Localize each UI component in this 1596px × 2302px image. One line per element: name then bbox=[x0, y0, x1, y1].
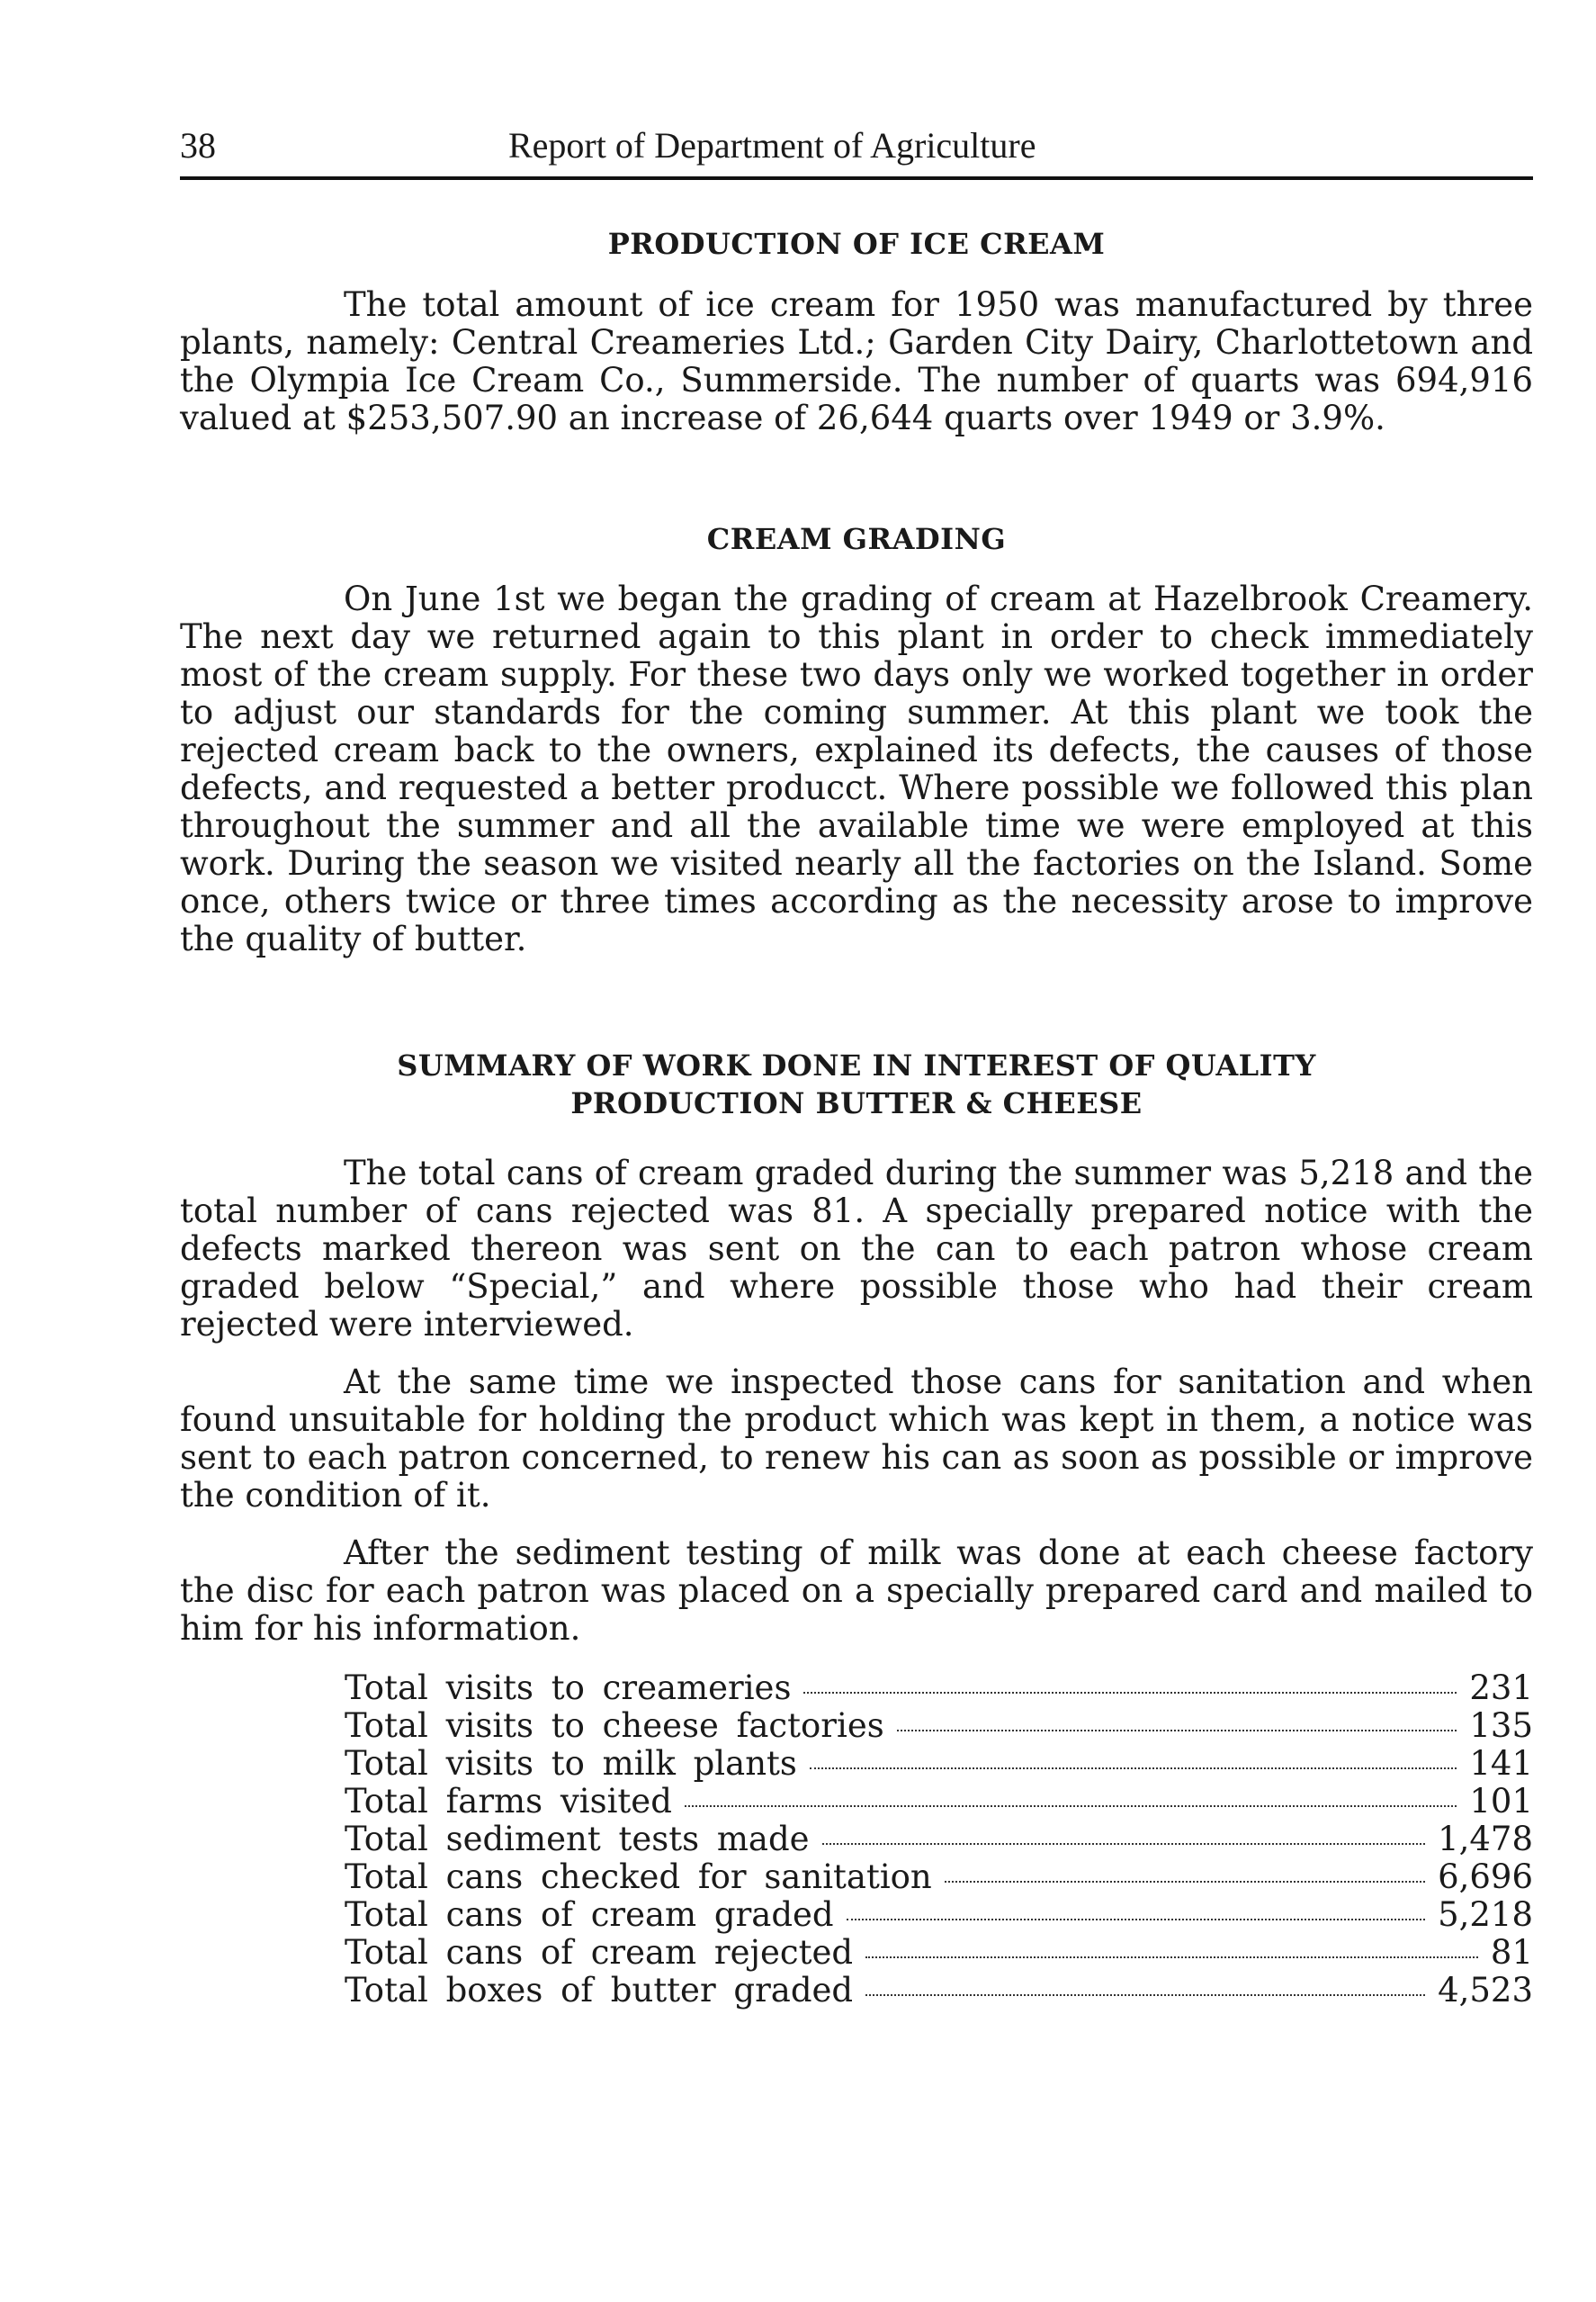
totals-row bbox=[345, 1821, 1533, 1858]
totals-row bbox=[345, 1669, 1533, 1707]
totals-label: Total farms visited bbox=[345, 1782, 672, 1821]
running-title: Report of Department of Agriculture bbox=[508, 125, 1036, 166]
totals-label: Total cans checked for sanitation bbox=[345, 1857, 932, 1896]
totals-row bbox=[345, 1972, 1533, 2010]
section-heading-summary-line1: SUMMARY OF WORK DONE IN INTEREST OF QUALITY bbox=[397, 1048, 1316, 1083]
section-heading-summary-line2: PRODUCTION BUTTER & CHEESE bbox=[570, 1086, 1143, 1120]
dot-leader bbox=[822, 1843, 1426, 1845]
section-heading-ice-cream: PRODUCTION OF ICE CREAM bbox=[607, 227, 1106, 261]
paragraph-summary-2: At the same time we inspected those cans for sanitation and when found unsuitable for holding the product which was kept in them, a notice was sent to each patron concerned, to renew his can as soon as possible or improve the condition of it. bbox=[180, 1362, 1533, 1515]
totals-row bbox=[345, 1896, 1533, 1934]
totals-row bbox=[345, 1858, 1533, 1896]
totals-label: Total visits to cheese factories bbox=[345, 1706, 884, 1745]
dot-leader bbox=[865, 1994, 1425, 1996]
totals-value: 141 bbox=[1469, 1744, 1533, 1783]
dot-leader bbox=[685, 1805, 1457, 1807]
totals-value: 5,218 bbox=[1438, 1895, 1533, 1934]
page-header bbox=[180, 124, 1533, 171]
totals-list bbox=[345, 1669, 1533, 2010]
totals-label: Total boxes of butter graded bbox=[345, 1971, 854, 2010]
dot-leader bbox=[810, 1767, 1457, 1769]
totals-row bbox=[345, 1707, 1533, 1745]
dot-leader bbox=[847, 1919, 1425, 1920]
totals-label: Total cans of cream graded bbox=[345, 1895, 834, 1934]
paragraph-cream-grading: On June 1st we began the grading of cream at Hazelbrook Creamery. The next day we returned again to this plant in order to check immediately most of the cream supply. For these two days only we worked together in order to adjust our standards for the coming summer. At this plant we took the rejected cream back to the owners, explained its defects, the causes of those defects, and requested a better producct. Where possible we followed this plan throughout the summer and all the available time we were employed at this work. During the season we visited nearly all the factories on the Island. Some once, others twice or three times according as the necessity arose to improve the quality of butter. bbox=[180, 580, 1533, 958]
totals-label: Total sediment tests made bbox=[345, 1820, 810, 1858]
totals-row bbox=[345, 1783, 1533, 1821]
paragraph-summary-3: After the sediment testing of milk was done at each cheese factory the disc for each patron was placed on a specially prepared card and mailed to him for his information. bbox=[180, 1533, 1533, 1648]
totals-value: 6,696 bbox=[1438, 1857, 1533, 1896]
paragraph-ice-cream: The total amount of ice cream for 1950 was manufactured by three plants, namely: Central Creameries Ltd.; Garden City Dairy, Charlottetown and the Olympia Ice Cream Co., Summerside. The number of quarts was 694,916 valued at $253,507.90 an increase of 26,644 quarts over 1949 or 3.9%. bbox=[180, 285, 1533, 437]
paragraph-summary-1: The total cans of cream graded during the summer was 5,218 and the total number of cans rejected was 81. A specially prepared notice with the defects marked thereon was sent on the can to each patron whose cream graded below “Special,” and where possible those who had their cream rejected were interviewed. bbox=[180, 1154, 1533, 1344]
totals-value: 4,523 bbox=[1438, 1971, 1533, 2010]
totals-label: Total visits to milk plants bbox=[345, 1744, 797, 1783]
dot-leader bbox=[803, 1692, 1457, 1694]
dot-leader bbox=[897, 1730, 1457, 1731]
totals-label: Total cans of cream rejected bbox=[345, 1933, 854, 1972]
totals-row bbox=[345, 1934, 1533, 1972]
dot-leader bbox=[945, 1881, 1425, 1883]
section-heading-cream-grading: CREAM GRADING bbox=[706, 522, 1007, 556]
totals-value: 81 bbox=[1490, 1933, 1533, 1972]
totals-value: 135 bbox=[1469, 1706, 1533, 1745]
totals-value: 1,478 bbox=[1438, 1820, 1533, 1858]
totals-row bbox=[345, 1745, 1533, 1783]
header-rule bbox=[180, 176, 1533, 180]
page-number: 38 bbox=[180, 125, 216, 166]
totals-value: 231 bbox=[1469, 1668, 1533, 1707]
totals-value: 101 bbox=[1469, 1782, 1533, 1821]
dot-leader bbox=[865, 1956, 1478, 1958]
totals-label: Total visits to creameries bbox=[345, 1668, 792, 1707]
